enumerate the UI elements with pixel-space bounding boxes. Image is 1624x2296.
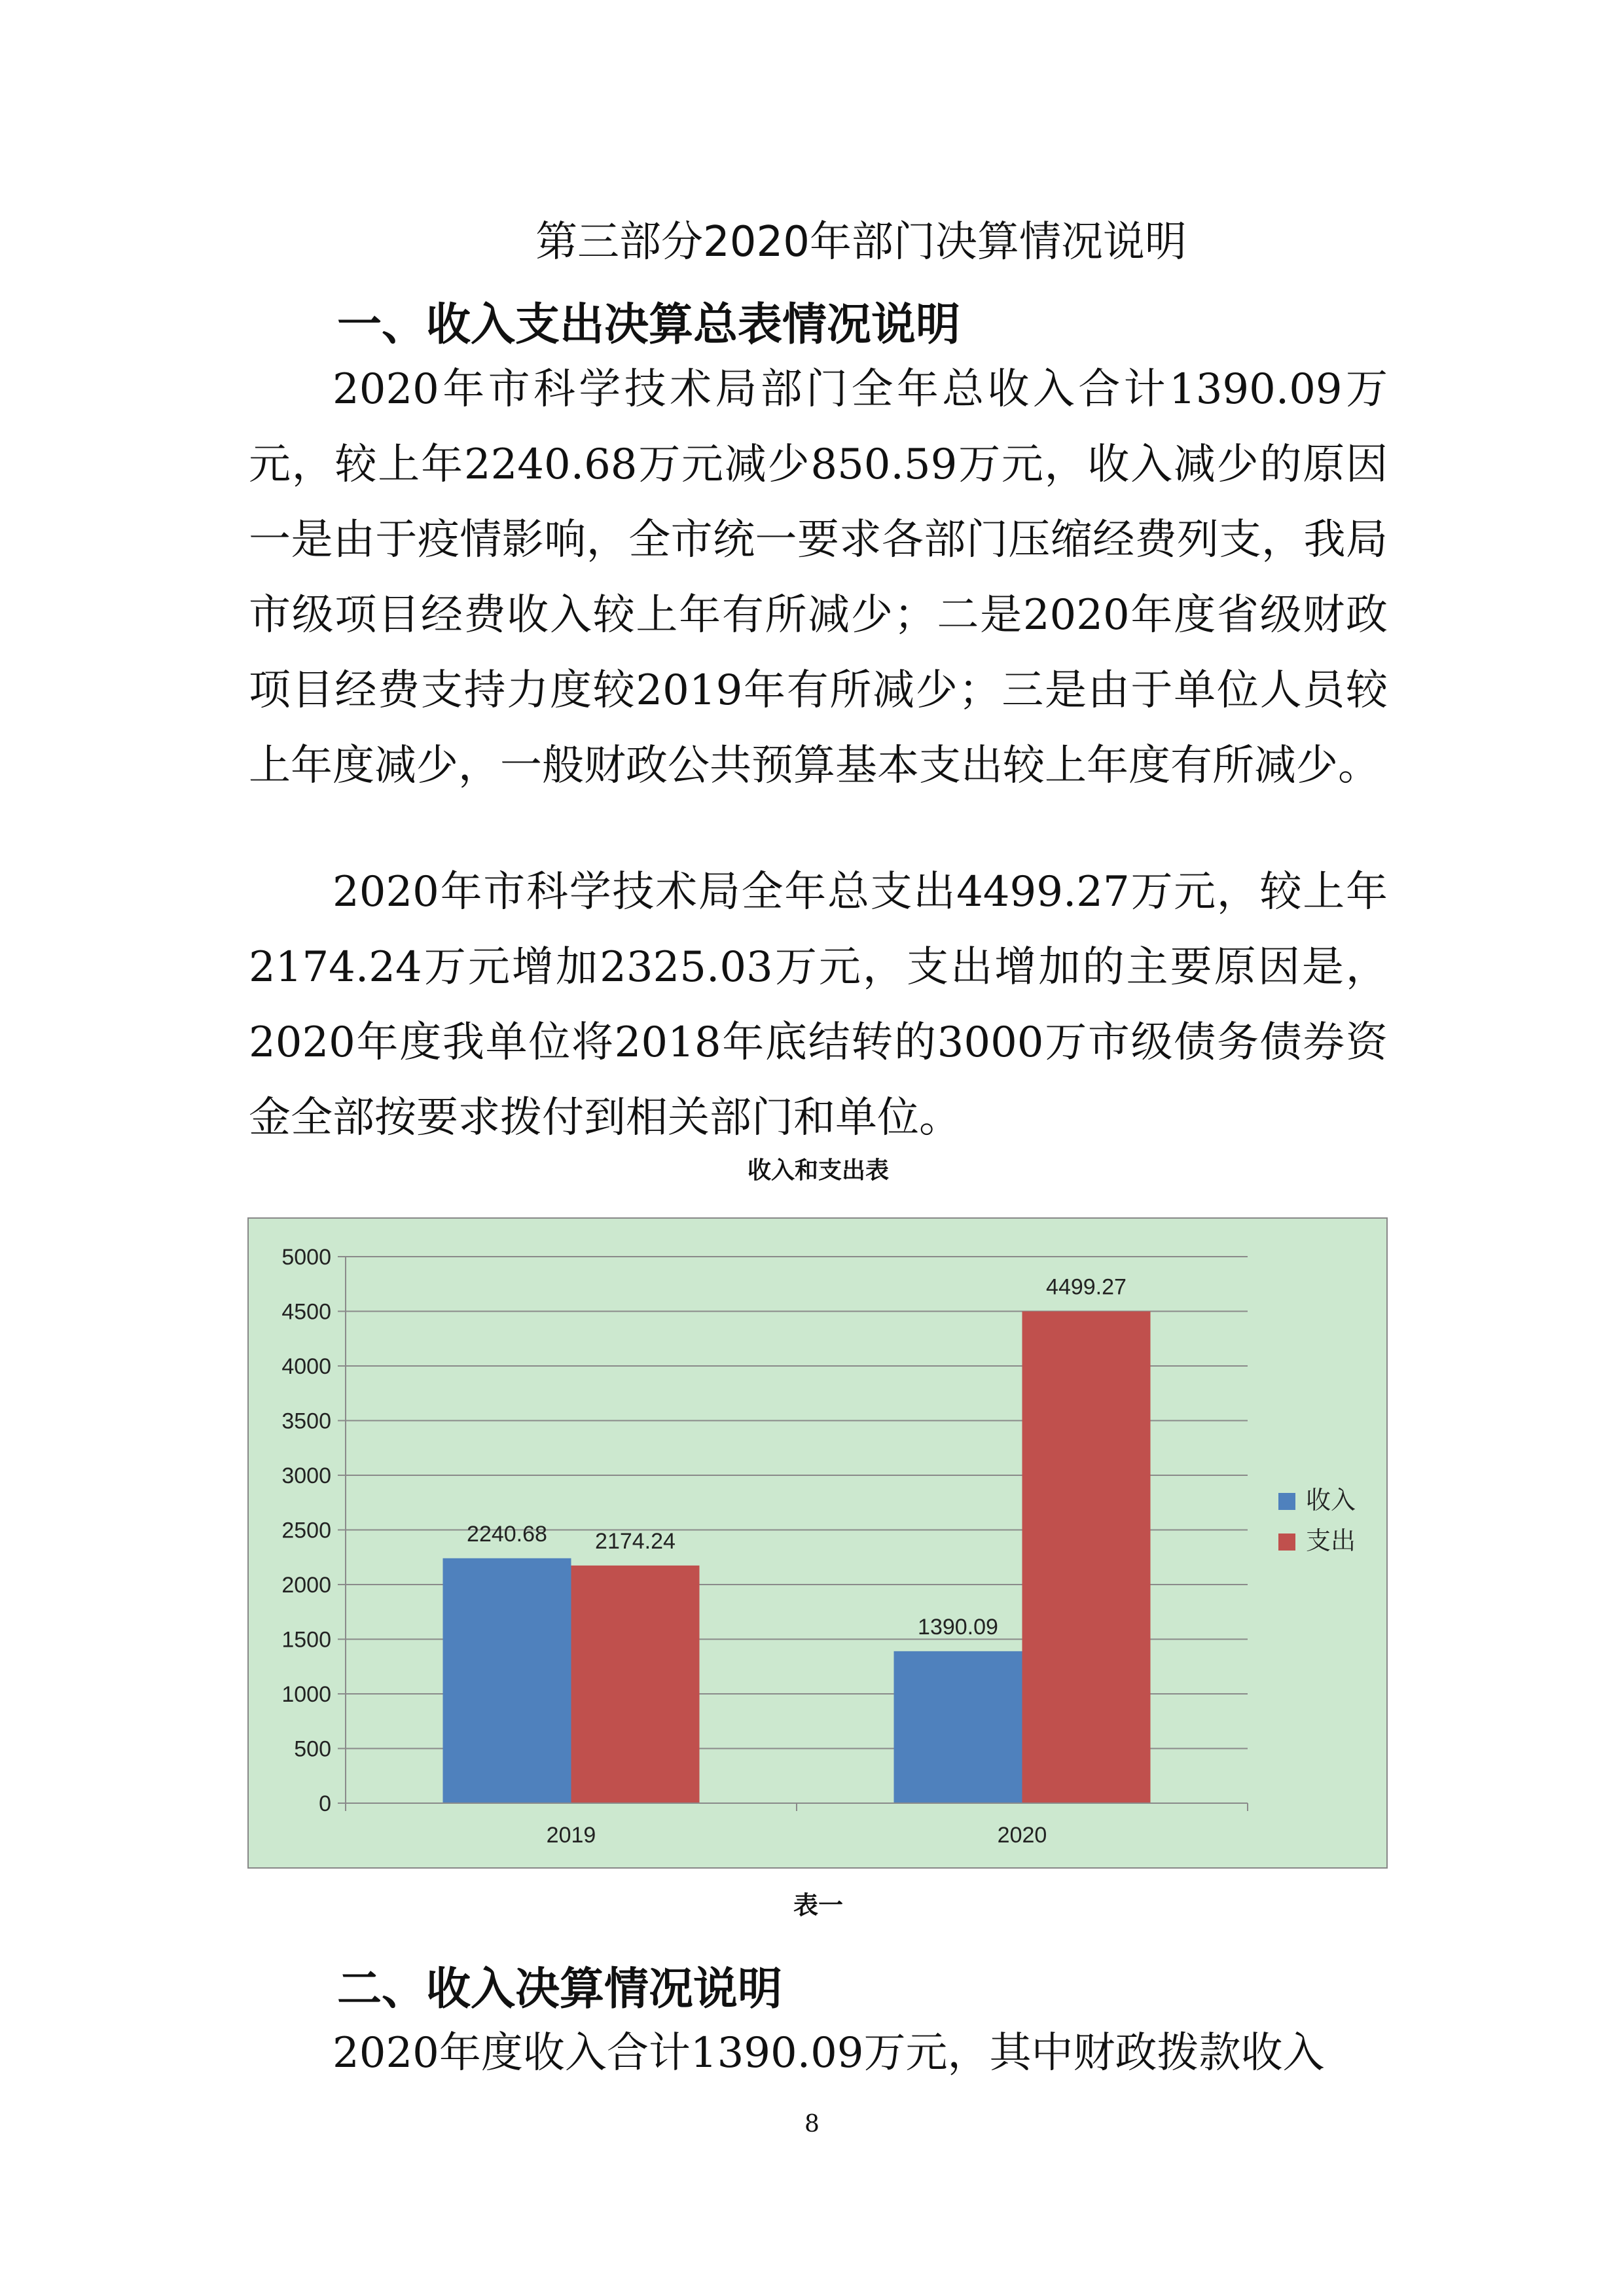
y-tick-label: 500 bbox=[294, 1736, 331, 1762]
legend-swatch bbox=[1278, 1534, 1295, 1551]
y-tick-label: 2000 bbox=[281, 1573, 331, 1598]
chart-background bbox=[248, 1218, 1387, 1868]
section-heading-1: 一、收入支出决算总表情况说明 bbox=[337, 299, 961, 351]
chart-title: 收入和支出表 bbox=[747, 1157, 889, 1184]
y-tick-label: 2500 bbox=[281, 1518, 331, 1543]
y-tick-label: 5000 bbox=[281, 1245, 331, 1270]
paragraph-income-summary: 2020年市科学技术局部门全年总收入合计1390.09万元，较上年2240.68万元减少850.59万元，收入减少的原因一是由于疫情影响，全市统一要求各部门压缩经费列支，我局市级项目经费收入较上年有所减少；二是2020年度省级财政项目经费支持力度较2019年有所减少；三是由于单位人员较上年度减少，一般财政公共预算基本支出较上年度有所减少。 bbox=[249, 365, 1388, 790]
section-heading-2: 二、收入决算情况说明 bbox=[337, 1964, 783, 2015]
x-tick-label: 2019 bbox=[546, 1823, 596, 1848]
y-tick-label: 1500 bbox=[281, 1627, 331, 1653]
data-label: 1390.09 bbox=[918, 1614, 998, 1640]
chart-caption: 表一 bbox=[793, 1891, 843, 1920]
page-number: 8 bbox=[804, 2111, 820, 2138]
y-tick-label: 3000 bbox=[281, 1463, 331, 1488]
legend-label: 收入 bbox=[1306, 1486, 1356, 1515]
y-tick-label: 4000 bbox=[281, 1354, 331, 1379]
income-expense-bar-chart bbox=[247, 1217, 1388, 1869]
data-label: 4499.27 bbox=[1046, 1274, 1127, 1300]
legend-label: 支出 bbox=[1306, 1526, 1356, 1555]
part-title: 第三部分2020年部门决算情况说明 bbox=[535, 218, 1187, 266]
bar bbox=[894, 1651, 1022, 1803]
data-label: 2174.24 bbox=[595, 1528, 676, 1554]
x-tick-label: 2020 bbox=[997, 1823, 1047, 1848]
y-tick-label: 1000 bbox=[281, 1682, 331, 1707]
bar bbox=[571, 1566, 700, 1803]
data-label: 2240.68 bbox=[467, 1521, 547, 1547]
paragraph-income-detail: 2020年度收入合计1390.09万元，其中财政拨款收入 bbox=[333, 2029, 1325, 2077]
y-tick-label: 3500 bbox=[281, 1408, 331, 1434]
y-tick-label: 0 bbox=[319, 1791, 331, 1816]
y-tick-label: 4500 bbox=[281, 1299, 331, 1325]
bar bbox=[443, 1558, 571, 1803]
paragraph-expense-summary: 2020年市科学技术局全年总支出4499.27万元，较上年2174.24万元增加2325.03万元，支出增加的主要原因是，2020年度我单位将2018年底结转的3000万市级债务债券资金全部按要求拨付到相关部门和单位。 bbox=[249, 868, 1388, 1142]
legend-swatch bbox=[1278, 1493, 1295, 1510]
bar bbox=[1022, 1312, 1151, 1803]
